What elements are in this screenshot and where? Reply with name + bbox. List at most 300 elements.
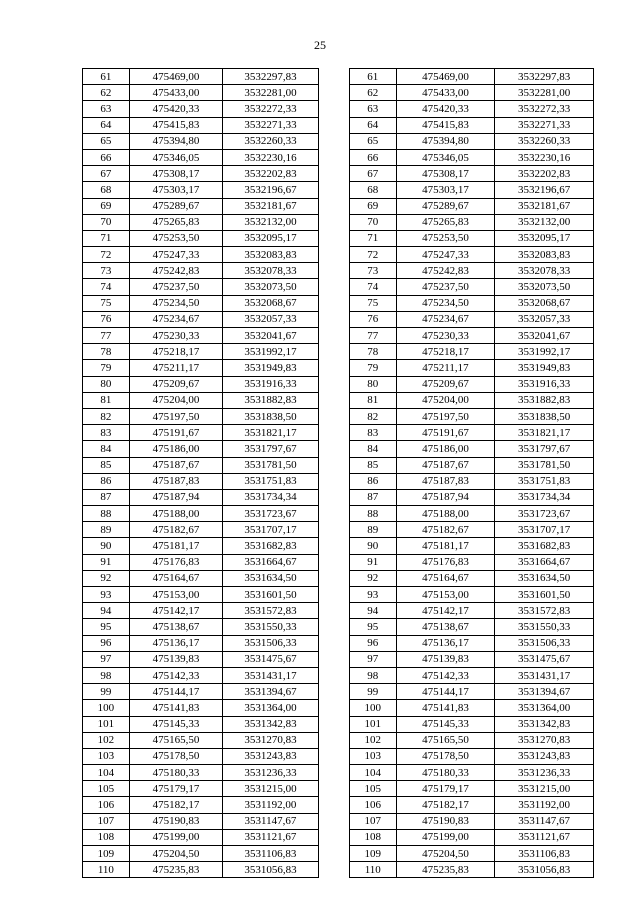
left-point-number-cell: 78 (83, 344, 130, 360)
left-y-coordinate-cell: 3531431,17 (223, 667, 319, 683)
right-y-coordinate-cell: 3532196,67 (495, 182, 594, 198)
right-point-number-cell: 104 (349, 765, 396, 781)
right-y-coordinate-cell: 3532281,00 (495, 85, 594, 101)
left-x-coordinate-cell: 475136,17 (129, 635, 222, 651)
right-point-number-cell: 93 (349, 587, 396, 603)
right-point-number-cell: 64 (349, 117, 396, 133)
column-gap (318, 489, 349, 505)
column-gap (318, 829, 349, 845)
right-x-coordinate-cell: 475237,50 (396, 279, 495, 295)
column-gap (318, 619, 349, 635)
right-y-coordinate-cell: 3532068,67 (495, 295, 594, 311)
left-x-coordinate-cell: 475187,67 (129, 457, 222, 473)
left-x-coordinate-cell: 475165,50 (129, 732, 222, 748)
column-gap (318, 344, 349, 360)
left-y-coordinate-cell: 3532202,83 (223, 166, 319, 182)
right-x-coordinate-cell: 475153,00 (396, 587, 495, 603)
table-row (83, 214, 594, 230)
left-y-coordinate-cell: 3532196,67 (223, 182, 319, 198)
left-point-number-cell: 98 (83, 667, 130, 683)
right-point-number-cell: 62 (349, 85, 396, 101)
right-x-coordinate-cell: 475394,80 (396, 133, 495, 149)
table-row (83, 279, 594, 295)
right-y-coordinate-cell: 3532095,17 (495, 230, 594, 246)
table-row (83, 198, 594, 214)
right-y-coordinate-cell: 3531751,83 (495, 473, 594, 489)
left-y-coordinate-cell: 3532083,83 (223, 247, 319, 263)
table-row (83, 360, 594, 376)
column-gap (318, 149, 349, 165)
table-row (83, 587, 594, 603)
right-x-coordinate-cell: 475188,00 (396, 506, 495, 522)
left-x-coordinate-cell: 475144,17 (129, 684, 222, 700)
table-row (83, 117, 594, 133)
right-point-number-cell: 75 (349, 295, 396, 311)
right-point-number-cell: 82 (349, 408, 396, 424)
left-x-coordinate-cell: 475142,17 (129, 603, 222, 619)
left-y-coordinate-cell: 3532181,67 (223, 198, 319, 214)
left-x-coordinate-cell: 475179,17 (129, 781, 222, 797)
right-y-coordinate-cell: 3532297,83 (495, 69, 594, 85)
left-y-coordinate-cell: 3531992,17 (223, 344, 319, 360)
coordinates-table-body (83, 69, 594, 878)
left-x-coordinate-cell: 475176,83 (129, 554, 222, 570)
left-point-number-cell: 75 (83, 295, 130, 311)
left-point-number-cell: 95 (83, 619, 130, 635)
right-x-coordinate-cell: 475165,50 (396, 732, 495, 748)
right-x-coordinate-cell: 475182,17 (396, 797, 495, 813)
table-row (83, 554, 594, 570)
right-point-number-cell: 108 (349, 829, 396, 845)
left-y-coordinate-cell: 3532073,50 (223, 279, 319, 295)
right-x-coordinate-cell: 475420,33 (396, 101, 495, 117)
right-y-coordinate-cell: 3531236,33 (495, 765, 594, 781)
table-row (83, 425, 594, 441)
left-y-coordinate-cell: 3531236,33 (223, 765, 319, 781)
right-x-coordinate-cell: 475144,17 (396, 684, 495, 700)
right-y-coordinate-cell: 3531431,17 (495, 667, 594, 683)
table-row (83, 85, 594, 101)
right-y-coordinate-cell: 3532260,33 (495, 133, 594, 149)
column-gap (318, 392, 349, 408)
left-x-coordinate-cell: 475164,67 (129, 570, 222, 586)
left-y-coordinate-cell: 3531949,83 (223, 360, 319, 376)
left-point-number-cell: 82 (83, 408, 130, 424)
column-gap (318, 522, 349, 538)
left-point-number-cell: 64 (83, 117, 130, 133)
right-point-number-cell: 63 (349, 101, 396, 117)
right-x-coordinate-cell: 475211,17 (396, 360, 495, 376)
column-gap (318, 360, 349, 376)
right-y-coordinate-cell: 3531707,17 (495, 522, 594, 538)
right-y-coordinate-cell: 3532078,33 (495, 263, 594, 279)
left-x-coordinate-cell: 475265,83 (129, 214, 222, 230)
table-row (83, 376, 594, 392)
right-y-coordinate-cell: 3531992,17 (495, 344, 594, 360)
left-x-coordinate-cell: 475218,17 (129, 344, 222, 360)
right-point-number-cell: 106 (349, 797, 396, 813)
table-row (83, 311, 594, 327)
column-gap (318, 101, 349, 117)
column-gap (318, 765, 349, 781)
column-gap (318, 732, 349, 748)
right-x-coordinate-cell: 475209,67 (396, 376, 495, 392)
left-y-coordinate-cell: 3531723,67 (223, 506, 319, 522)
left-y-coordinate-cell: 3531192,00 (223, 797, 319, 813)
column-gap (318, 230, 349, 246)
right-x-coordinate-cell: 475247,33 (396, 247, 495, 263)
right-point-number-cell: 101 (349, 716, 396, 732)
table-row (83, 522, 594, 538)
left-y-coordinate-cell: 3532078,33 (223, 263, 319, 279)
column-gap (318, 166, 349, 182)
right-y-coordinate-cell: 3531394,67 (495, 684, 594, 700)
right-point-number-cell: 67 (349, 166, 396, 182)
left-point-number-cell: 76 (83, 311, 130, 327)
column-gap (318, 813, 349, 829)
table-row (83, 101, 594, 117)
column-gap (318, 473, 349, 489)
table-row (83, 797, 594, 813)
left-point-number-cell: 100 (83, 700, 130, 716)
right-y-coordinate-cell: 3531215,00 (495, 781, 594, 797)
right-y-coordinate-cell: 3531682,83 (495, 538, 594, 554)
left-y-coordinate-cell: 3532041,67 (223, 328, 319, 344)
left-point-number-cell: 103 (83, 748, 130, 764)
table-row (83, 344, 594, 360)
right-x-coordinate-cell: 475178,50 (396, 748, 495, 764)
table-row (83, 781, 594, 797)
left-y-coordinate-cell: 3531682,83 (223, 538, 319, 554)
right-point-number-cell: 86 (349, 473, 396, 489)
left-point-number-cell: 91 (83, 554, 130, 570)
left-y-coordinate-cell: 3531394,67 (223, 684, 319, 700)
right-point-number-cell: 61 (349, 69, 396, 85)
left-point-number-cell: 74 (83, 279, 130, 295)
left-point-number-cell: 107 (83, 813, 130, 829)
right-point-number-cell: 84 (349, 441, 396, 457)
left-point-number-cell: 108 (83, 829, 130, 845)
table-row (83, 700, 594, 716)
left-x-coordinate-cell: 475187,83 (129, 473, 222, 489)
right-x-coordinate-cell: 475204,50 (396, 846, 495, 862)
right-point-number-cell: 100 (349, 700, 396, 716)
column-gap (318, 716, 349, 732)
left-y-coordinate-cell: 3531734,34 (223, 489, 319, 505)
right-point-number-cell: 98 (349, 667, 396, 683)
left-point-number-cell: 105 (83, 781, 130, 797)
column-gap (318, 667, 349, 683)
left-x-coordinate-cell: 475180,33 (129, 765, 222, 781)
right-x-coordinate-cell: 475191,67 (396, 425, 495, 441)
right-y-coordinate-cell: 3531572,83 (495, 603, 594, 619)
left-y-coordinate-cell: 3531838,50 (223, 408, 319, 424)
left-x-coordinate-cell: 475420,33 (129, 101, 222, 117)
left-y-coordinate-cell: 3532271,33 (223, 117, 319, 133)
right-x-coordinate-cell: 475179,17 (396, 781, 495, 797)
left-y-coordinate-cell: 3532095,17 (223, 230, 319, 246)
right-x-coordinate-cell: 475181,17 (396, 538, 495, 554)
table-row (83, 829, 594, 845)
right-x-coordinate-cell: 475235,83 (396, 862, 495, 878)
left-point-number-cell: 94 (83, 603, 130, 619)
right-x-coordinate-cell: 475289,67 (396, 198, 495, 214)
column-gap (318, 748, 349, 764)
right-point-number-cell: 90 (349, 538, 396, 554)
right-y-coordinate-cell: 3532083,83 (495, 247, 594, 263)
left-x-coordinate-cell: 475186,00 (129, 441, 222, 457)
right-point-number-cell: 70 (349, 214, 396, 230)
table-row (83, 813, 594, 829)
right-point-number-cell: 66 (349, 149, 396, 165)
left-y-coordinate-cell: 3531121,67 (223, 829, 319, 845)
left-point-number-cell: 71 (83, 230, 130, 246)
left-y-coordinate-cell: 3531751,83 (223, 473, 319, 489)
right-x-coordinate-cell: 475204,00 (396, 392, 495, 408)
right-x-coordinate-cell: 475242,83 (396, 263, 495, 279)
column-gap (318, 700, 349, 716)
table-row (83, 230, 594, 246)
right-point-number-cell: 92 (349, 570, 396, 586)
right-point-number-cell: 103 (349, 748, 396, 764)
right-x-coordinate-cell: 475182,67 (396, 522, 495, 538)
left-x-coordinate-cell: 475182,17 (129, 797, 222, 813)
column-gap (318, 376, 349, 392)
coordinates-table (82, 68, 594, 878)
right-y-coordinate-cell: 3532272,33 (495, 101, 594, 117)
right-point-number-cell: 102 (349, 732, 396, 748)
column-gap (318, 328, 349, 344)
right-y-coordinate-cell: 3531797,67 (495, 441, 594, 457)
right-x-coordinate-cell: 475234,67 (396, 311, 495, 327)
left-y-coordinate-cell: 3531634,50 (223, 570, 319, 586)
right-point-number-cell: 88 (349, 506, 396, 522)
left-x-coordinate-cell: 475234,67 (129, 311, 222, 327)
left-x-coordinate-cell: 475209,67 (129, 376, 222, 392)
table-row (83, 328, 594, 344)
table-row (83, 748, 594, 764)
right-point-number-cell: 76 (349, 311, 396, 327)
table-row (83, 667, 594, 683)
left-point-number-cell: 97 (83, 651, 130, 667)
column-gap (318, 247, 349, 263)
right-y-coordinate-cell: 3531270,83 (495, 732, 594, 748)
right-point-number-cell: 73 (349, 263, 396, 279)
left-point-number-cell: 110 (83, 862, 130, 878)
right-point-number-cell: 97 (349, 651, 396, 667)
right-point-number-cell: 107 (349, 813, 396, 829)
left-point-number-cell: 69 (83, 198, 130, 214)
left-x-coordinate-cell: 475181,17 (129, 538, 222, 554)
right-y-coordinate-cell: 3531243,83 (495, 748, 594, 764)
right-y-coordinate-cell: 3532202,83 (495, 166, 594, 182)
right-point-number-cell: 83 (349, 425, 396, 441)
table-row (83, 538, 594, 554)
table-row (83, 182, 594, 198)
right-point-number-cell: 99 (349, 684, 396, 700)
right-y-coordinate-cell: 3532057,33 (495, 311, 594, 327)
left-point-number-cell: 83 (83, 425, 130, 441)
left-y-coordinate-cell: 3532132,00 (223, 214, 319, 230)
table-row (83, 166, 594, 182)
table-row (83, 441, 594, 457)
left-x-coordinate-cell: 475346,05 (129, 149, 222, 165)
column-gap (318, 570, 349, 586)
right-y-coordinate-cell: 3531916,33 (495, 376, 594, 392)
table-row (83, 716, 594, 732)
right-y-coordinate-cell: 3532181,67 (495, 198, 594, 214)
column-gap (318, 263, 349, 279)
left-x-coordinate-cell: 475230,33 (129, 328, 222, 344)
left-y-coordinate-cell: 3531572,83 (223, 603, 319, 619)
left-point-number-cell: 85 (83, 457, 130, 473)
left-x-coordinate-cell: 475199,00 (129, 829, 222, 845)
table-row (83, 765, 594, 781)
left-y-coordinate-cell: 3531056,83 (223, 862, 319, 878)
right-x-coordinate-cell: 475230,33 (396, 328, 495, 344)
right-point-number-cell: 95 (349, 619, 396, 635)
column-gap (318, 684, 349, 700)
column-gap (318, 862, 349, 878)
table-row (83, 570, 594, 586)
column-gap (318, 651, 349, 667)
table-row (83, 133, 594, 149)
page-number: 25 (314, 38, 326, 52)
left-y-coordinate-cell: 3532260,33 (223, 133, 319, 149)
right-y-coordinate-cell: 3531882,83 (495, 392, 594, 408)
left-x-coordinate-cell: 475139,83 (129, 651, 222, 667)
right-point-number-cell: 105 (349, 781, 396, 797)
right-y-coordinate-cell: 3531121,67 (495, 829, 594, 845)
right-x-coordinate-cell: 475433,00 (396, 85, 495, 101)
left-y-coordinate-cell: 3531364,00 (223, 700, 319, 716)
right-y-coordinate-cell: 3531506,33 (495, 635, 594, 651)
left-point-number-cell: 68 (83, 182, 130, 198)
right-y-coordinate-cell: 3531734,34 (495, 489, 594, 505)
right-x-coordinate-cell: 475197,50 (396, 408, 495, 424)
column-gap (318, 279, 349, 295)
left-x-coordinate-cell: 475415,83 (129, 117, 222, 133)
table-row (83, 651, 594, 667)
left-point-number-cell: 79 (83, 360, 130, 376)
right-x-coordinate-cell: 475469,00 (396, 69, 495, 85)
table-row (83, 619, 594, 635)
table-row (83, 684, 594, 700)
right-y-coordinate-cell: 3531664,67 (495, 554, 594, 570)
left-x-coordinate-cell: 475289,67 (129, 198, 222, 214)
right-point-number-cell: 94 (349, 603, 396, 619)
left-point-number-cell: 92 (83, 570, 130, 586)
right-x-coordinate-cell: 475138,67 (396, 619, 495, 635)
left-point-number-cell: 104 (83, 765, 130, 781)
right-point-number-cell: 91 (349, 554, 396, 570)
column-gap (318, 182, 349, 198)
left-x-coordinate-cell: 475469,00 (129, 69, 222, 85)
left-point-number-cell: 93 (83, 587, 130, 603)
right-y-coordinate-cell: 3531723,67 (495, 506, 594, 522)
left-x-coordinate-cell: 475394,80 (129, 133, 222, 149)
column-gap (318, 781, 349, 797)
table-row (83, 846, 594, 862)
right-y-coordinate-cell: 3532073,50 (495, 279, 594, 295)
left-y-coordinate-cell: 3531550,33 (223, 619, 319, 635)
left-x-coordinate-cell: 475178,50 (129, 748, 222, 764)
left-x-coordinate-cell: 475190,83 (129, 813, 222, 829)
right-y-coordinate-cell: 3531147,67 (495, 813, 594, 829)
right-x-coordinate-cell: 475190,83 (396, 813, 495, 829)
left-x-coordinate-cell: 475153,00 (129, 587, 222, 603)
left-y-coordinate-cell: 3531215,00 (223, 781, 319, 797)
left-y-coordinate-cell: 3531707,17 (223, 522, 319, 538)
right-x-coordinate-cell: 475187,83 (396, 473, 495, 489)
table-row (83, 635, 594, 651)
left-point-number-cell: 90 (83, 538, 130, 554)
left-x-coordinate-cell: 475191,67 (129, 425, 222, 441)
right-point-number-cell: 79 (349, 360, 396, 376)
left-x-coordinate-cell: 475253,50 (129, 230, 222, 246)
right-y-coordinate-cell: 3531475,67 (495, 651, 594, 667)
right-x-coordinate-cell: 475218,17 (396, 344, 495, 360)
right-x-coordinate-cell: 475346,05 (396, 149, 495, 165)
right-point-number-cell: 77 (349, 328, 396, 344)
left-y-coordinate-cell: 3532057,33 (223, 311, 319, 327)
right-x-coordinate-cell: 475186,00 (396, 441, 495, 457)
right-x-coordinate-cell: 475253,50 (396, 230, 495, 246)
left-point-number-cell: 96 (83, 635, 130, 651)
left-y-coordinate-cell: 3532068,67 (223, 295, 319, 311)
column-gap (318, 198, 349, 214)
right-y-coordinate-cell: 3532132,00 (495, 214, 594, 230)
left-point-number-cell: 67 (83, 166, 130, 182)
left-x-coordinate-cell: 475211,17 (129, 360, 222, 376)
column-gap (318, 635, 349, 651)
right-x-coordinate-cell: 475142,17 (396, 603, 495, 619)
left-y-coordinate-cell: 3532281,00 (223, 85, 319, 101)
left-x-coordinate-cell: 475433,00 (129, 85, 222, 101)
column-gap (318, 214, 349, 230)
left-point-number-cell: 77 (83, 328, 130, 344)
column-gap (318, 603, 349, 619)
table-row (83, 506, 594, 522)
left-point-number-cell: 84 (83, 441, 130, 457)
table-row (83, 732, 594, 748)
left-point-number-cell: 86 (83, 473, 130, 489)
left-y-coordinate-cell: 3532272,33 (223, 101, 319, 117)
table-row (83, 295, 594, 311)
left-y-coordinate-cell: 3532297,83 (223, 69, 319, 85)
column-gap (318, 457, 349, 473)
left-y-coordinate-cell: 3531797,67 (223, 441, 319, 457)
right-y-coordinate-cell: 3531550,33 (495, 619, 594, 635)
right-x-coordinate-cell: 475303,17 (396, 182, 495, 198)
left-x-coordinate-cell: 475303,17 (129, 182, 222, 198)
left-x-coordinate-cell: 475182,67 (129, 522, 222, 538)
right-point-number-cell: 85 (349, 457, 396, 473)
left-point-number-cell: 63 (83, 101, 130, 117)
right-x-coordinate-cell: 475142,33 (396, 667, 495, 683)
right-y-coordinate-cell: 3531342,83 (495, 716, 594, 732)
right-y-coordinate-cell: 3531949,83 (495, 360, 594, 376)
right-point-number-cell: 89 (349, 522, 396, 538)
right-point-number-cell: 81 (349, 392, 396, 408)
left-point-number-cell: 70 (83, 214, 130, 230)
right-point-number-cell: 74 (349, 279, 396, 295)
right-point-number-cell: 96 (349, 635, 396, 651)
left-x-coordinate-cell: 475308,17 (129, 166, 222, 182)
right-x-coordinate-cell: 475187,67 (396, 457, 495, 473)
column-gap (318, 441, 349, 457)
left-point-number-cell: 65 (83, 133, 130, 149)
